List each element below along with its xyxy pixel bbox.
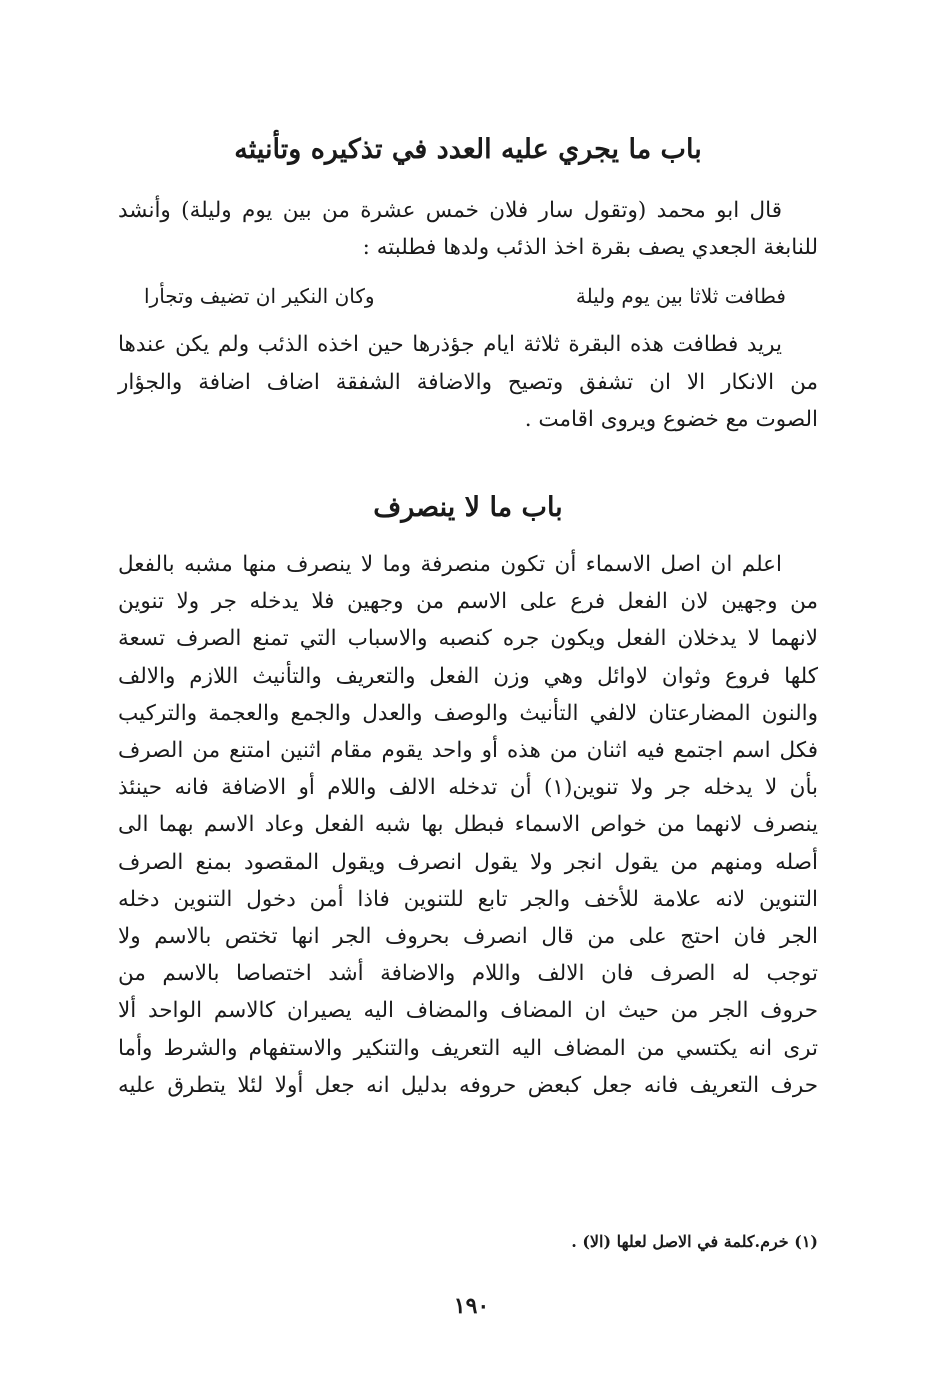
text-line: أصله ومنهم من يقول انجر ولا يقول انصرف ويقول المقصود بمنع الصرف bbox=[118, 849, 818, 875]
text-line: ينصرف لانهما من خواص الاسماء فبطل بها شبه الفعل وعاد الاسم بهما الى bbox=[118, 812, 818, 838]
footnote: (١) خرم.كلمة في الاصل لعلها (الا) . bbox=[571, 1232, 818, 1251]
section-title-diptotes: باب ما لا ينصرف bbox=[373, 492, 563, 524]
text-line: من الانكار الا ان تشفق وتصيح والاضافة الشفقة اضاف اضافة والجؤار bbox=[118, 369, 818, 395]
text-line: للنابغة الجعدي يصف بقرة اخذ الذئب ولدها فطلبته : bbox=[362, 235, 818, 261]
text-line: يريد فطافت هذه البقرة ثلاثة ايام جؤذرها حين اخذه الذئب ولم يكن عندها bbox=[118, 332, 782, 358]
text-line: حرف التعريف فانه جعل كبعض حروفه بدليل انه جعل أولا لئلا يتطرق عليه bbox=[118, 1072, 818, 1098]
diptotes-paragraph bbox=[118, 546, 818, 1104]
intro-paragraph bbox=[118, 192, 818, 266]
text-line: والنون المضارعتان لالفي التأنيث والوصف والعدل والجمع والعجمة والتركيب bbox=[118, 700, 818, 726]
explanation-paragraph bbox=[118, 326, 818, 438]
text-line: لانهما لا يدخلان الفعل ويكون جره كنصبه والاسباب التي تمنع الصرف تسعة bbox=[118, 626, 818, 652]
page-number: ١٩٠ bbox=[453, 1293, 490, 1319]
poetry-verse bbox=[144, 276, 786, 316]
text-line: ترى انه يكتسي من المضاف اليه التعريف والتنكير والاستفهام والشرط وأما bbox=[118, 1035, 818, 1061]
text-line: الصوت مع خضوع ويروى اقامت . bbox=[524, 406, 818, 432]
text-line: قال ابو محمد (وتقول سار فلان خمس عشرة من بين يوم وليلة) وأنشد bbox=[118, 198, 782, 223]
text-line: فكل اسم اجتمع فيه اثنان من هذه أو واحد يقوم مقام اثنين امتنع من الصرف bbox=[118, 738, 818, 764]
verse-second-hemistich: وكان النكير ان تضيف وتجأرا bbox=[144, 284, 375, 309]
text-line: حروف الجر من حيث ان المضاف والمضاف اليه يصيران كالاسم الواحد ألا bbox=[118, 998, 818, 1024]
verse-first-hemistich: فطافت ثلاثا بين يوم وليلة bbox=[575, 284, 786, 309]
page-body bbox=[118, 130, 818, 1104]
text-line: من وجهين لان الفعل فرع على الاسم من وجهين فلا يدخله جر ولا تنوين bbox=[118, 589, 818, 615]
text-line: التنوين لانه علامة للأخف والجر تابع للتنوين فاذا أمن دخول التنوين دخله bbox=[118, 886, 818, 912]
text-line: توجب له الصرف فان الالف واللام والاضافة أشد اختصاصا بالاسم من bbox=[118, 961, 818, 987]
text-line: الجر فان احتج على من قال انصرف بحروف الجر انها تختص بالاسم ولا bbox=[118, 924, 818, 950]
text-line: بأن لا يدخله جر ولا تنوين(١) أن تدخله الالف واللام أو الاضافة فانه حينئذ bbox=[118, 775, 819, 801]
text-line: كلها فروع وثوان لاوائل وهي وزن الفعل والتعريف والتأنيث اللازم والالف bbox=[118, 663, 818, 689]
text-line: اعلم ان اصل الاسماء أن تكون منصرفة وما لا ينصرف منها مشبه بالفعل bbox=[118, 552, 782, 578]
section-title-number-gender: باب ما يجري عليه العدد في تذكيره وتأنيثه bbox=[234, 134, 702, 165]
